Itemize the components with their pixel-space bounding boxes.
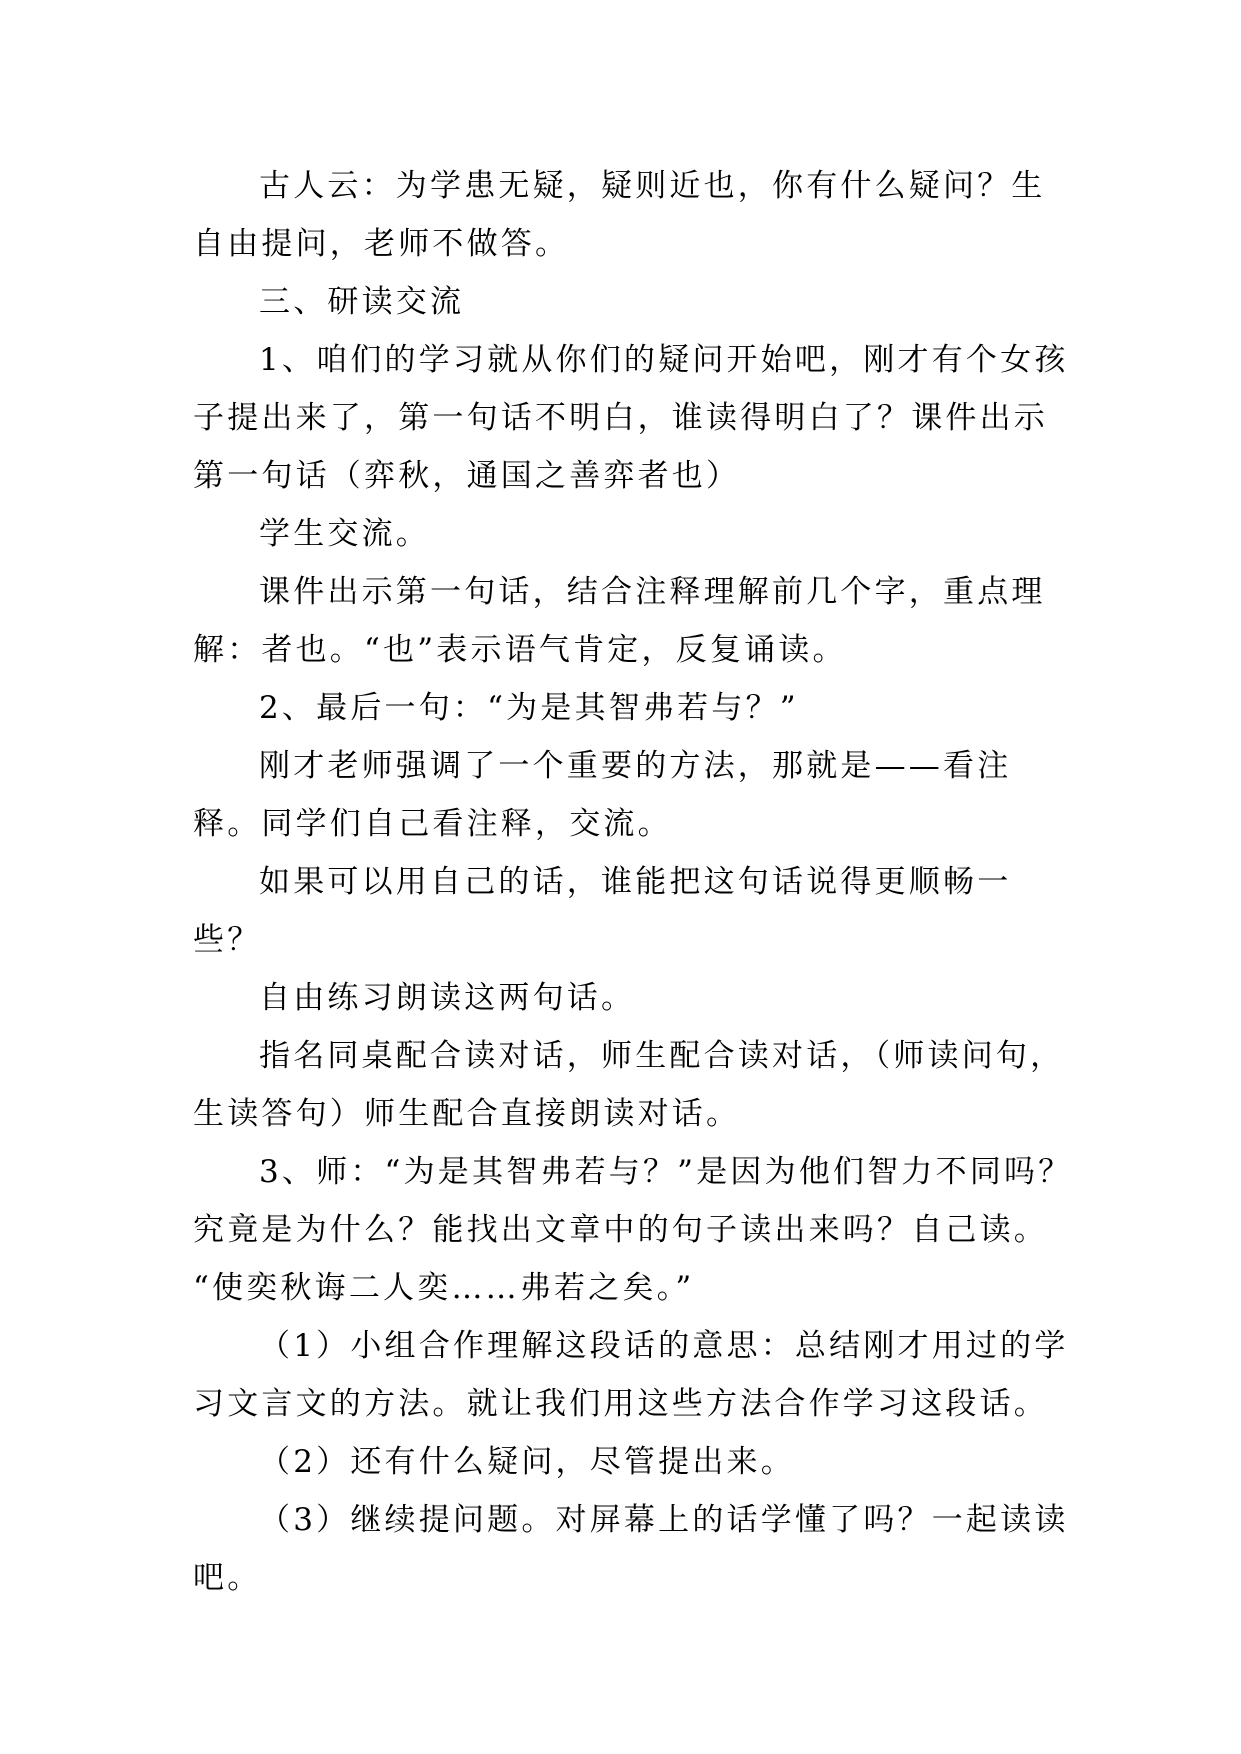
- paragraph-student-discussion: 学生交流。: [259, 516, 430, 552]
- paragraph-annotation-method: 刚才老师强调了一个重要的方法，那就是——看注释。同学们自己看注释，交流。: [193, 748, 1012, 842]
- paragraph-question-intro: 古人云：为学患无疑，疑则近也，你有什么疑问？生自由提问，老师不做答。: [193, 168, 1046, 262]
- paragraph-item-3: （3）继续提问题。对屏幕上的话学懂了吗？一起读读吧。: [193, 1502, 1069, 1596]
- document-body: [193, 157, 1073, 1607]
- paragraph-step-3: 3、师：“为是其智弗若与？”是因为他们智力不同吗？究竟是为什么？能找出文章中的句子读出来吗？自己读。: [193, 1154, 1073, 1248]
- paragraph-step-1: 1、咱们的学习就从你们的疑问开始吧，刚才有个女孩子提出来了，第一句话不明白，谁读得明白了？课件出示第一句话（弈秋，通国之善弈者也）: [193, 342, 1069, 494]
- paragraph-item-2: （2）还有什么疑问，尽管提出来。: [259, 1444, 795, 1480]
- paragraph-step-2: 2、最后一句：“为是其智弗若与？”: [259, 690, 799, 726]
- paragraph-own-words: 如果可以用自己的话，谁能把这句话说得更顺畅一些？: [193, 864, 1012, 958]
- paragraph-item-1: （1）小组合作理解这段话的意思：总结刚才用过的学习文言文的方法。就让我们用这些方法合作学习这段话。: [193, 1328, 1069, 1422]
- paragraph-quote: “使奕秋诲二人奕……弗若之矣。”: [193, 1270, 695, 1306]
- paragraph-dialogue-reading: 指名同桌配合读对话，师生配合读对话，（师读问句，生读答句）师生配合直接朗读对话。: [193, 1038, 1065, 1132]
- paragraph-courseware-first-sentence: 课件出示第一句话，结合注释理解前几个字，重点理解：者也。“也”表示语气肯定，反复诵读。: [193, 574, 1046, 668]
- paragraph-free-reading: 自由练习朗读这两句话。: [259, 980, 636, 1016]
- section-heading-research-discussion: 三、研读交流: [259, 284, 465, 320]
